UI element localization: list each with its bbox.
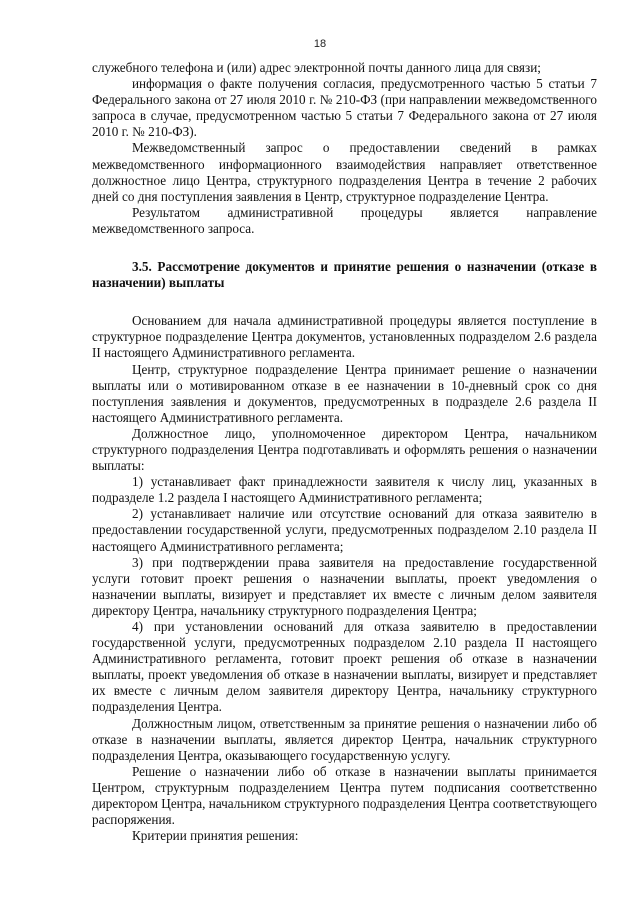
list-item: 3) при подтверждении права заявителя на предоставление государственной услуги готовит проект решения о назначении выплаты, проект уведомления о назначении выплаты, визирует и представляет их вместе с личным делом заявителя директору Центра, начальнику структурного подразделения Центра; bbox=[92, 554, 597, 618]
section-heading: 3.5. Рассмотрение документов и принятие решения о назначении (отказе в назначении) выплаты bbox=[92, 259, 597, 291]
paragraph: служебного телефона и (или) адрес электронной почты данного лица для связи; bbox=[92, 60, 541, 75]
paragraph: Результатом административной процедуры является направление межведомственного запроса. bbox=[92, 204, 597, 236]
paragraph: Должностное лицо, уполномоченное директором Центра, начальником структурного подразделения Центра подготавливать и оформлять решения о назначении выплаты: bbox=[92, 425, 597, 474]
paragraph: Решение о назначении либо об отказе в назначении выплаты принимается Центром, структурным подразделением Центра путем подписания соответственно директором Центра, начальником структурного подразделения Центра соответствующего распоряжения. bbox=[92, 763, 597, 828]
paragraph: Центр, структурное подразделение Центра принимает решение о назначении выплаты или о мотивированном отказе в ее назначении в 10-дневный срок со дня поступления заявления и документов, предусмотренных в подразделе 2.6 раздела II настоящего Административного регламента. bbox=[92, 361, 597, 425]
paragraph: Межведомственный запрос о предоставлении сведений в рамках межведомственного информационного взаимодействия направляет ответственное должностное лицо Центра, структурного подразделения Центра в течение 2 рабочих дней со дня поступления заявления в Центр, структурное подразделение Центра. bbox=[92, 140, 597, 204]
paragraph: Основанием для начала административной процедуры является поступление в структурное подразделение Центра документов, установленных подразделом 2.6 раздела II настоящего Административного регламента. bbox=[92, 313, 597, 361]
page-number: 18 bbox=[313, 38, 327, 50]
paragraph: информация о факте получения согласия, предусмотренного частью 5 статьи 7 Федерального закона от 27 июля 2010 г. № 210-ФЗ (при направлении межведомственного запроса в случае, предусмотренном частью 5 статьи 7 Федерального закона от 27 июля 2010 г. № 210-ФЗ). bbox=[92, 76, 597, 140]
list-item: 1) устанавливает факт принадлежности заявителя к числу лиц, указанных в подразделе 1.2 раздела I настоящего Административного регламента; bbox=[92, 474, 597, 506]
list-item: 4) при установлении оснований для отказа заявителю в предоставлении государственной услуги, предусмотренных подразделом 2.10 раздела II настоящего Административного регламента, готовит проект решения об отказе в назначении выплаты, проект уведомления об отказе в назначении выплаты, визирует и представляет их вместе с личным делом заявителя директору Центра, начальнику структурного подразделения Центра. bbox=[92, 619, 597, 715]
list-item: 2) устанавливает наличие или отсутствие оснований для отказа заявителю в предоставлении государственной услуги, предусмотренных подразделом 2.10 раздела II настоящего Административного регламента; bbox=[92, 506, 597, 554]
document-body bbox=[92, 60, 597, 844]
paragraph: Должностным лицом, ответственным за принятие решения о назначении либо об отказе в назначении выплаты, является директор Центра, начальник структурного подразделения Центра, оказывающего государственную услугу. bbox=[92, 715, 597, 763]
paragraph: Критерии принятия решения: bbox=[132, 828, 299, 844]
